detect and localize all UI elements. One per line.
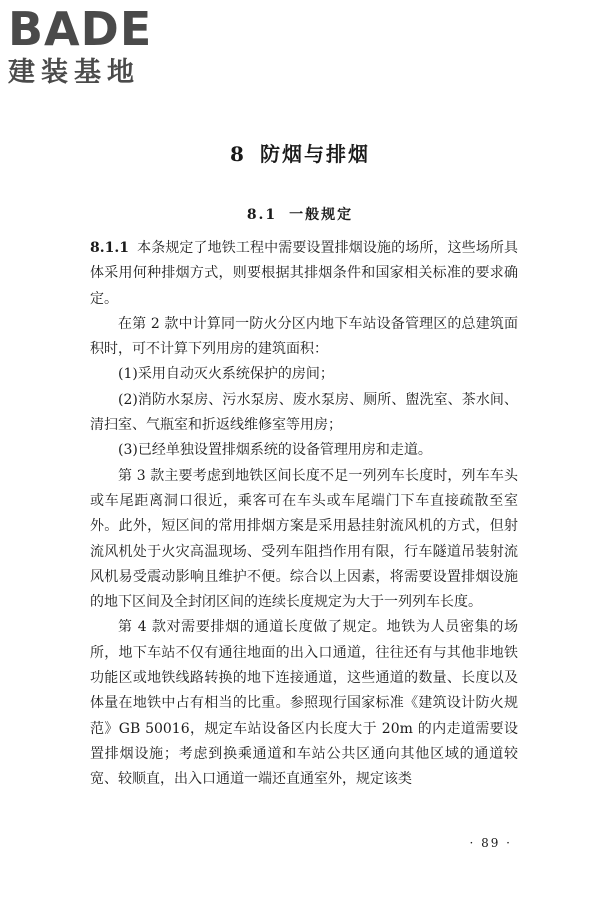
- list-item: (3)已经单独设置排烟系统的设备管理用房和走道。: [118, 442, 432, 459]
- chapter-number: 8: [230, 142, 246, 166]
- chapter-title: 防烟与排烟: [259, 142, 370, 166]
- clause-paragraph: [90, 236, 518, 312]
- clause-text: 本条规定了地铁工程中需要设置排烟设施的场所，这些场所具体采用何种排烟方式，则要根据其排烟条件和国家相关标准的要求确定。: [90, 240, 518, 307]
- page-number: · 89 ·: [469, 836, 512, 850]
- list-item: (2)消防水泵房、污水泵房、废水泵房、厕所、盥洗室、茶水间、清扫室、气瓶室和折返线维修室等用房；: [90, 391, 518, 434]
- chapter-heading: [0, 138, 600, 167]
- list-item: (1)采用自动灭火系统保护的房间；: [118, 366, 334, 383]
- paragraph: 第 3 款主要考虑到地铁区间长度不足一列列车长度时，列车车头或车尾距离洞口很近，乘客可在车头或车尾端门下车直接疏散至室外。此外，短区间的常用排烟方案是采用悬挂射流风机的方式，但射流风机处于火灾高温现场、受列车阻挡作用有限，行车隧道吊装射流风机易受震动影响且维护不便。综合以上因素，将需要设置排烟设施的地下区间及全封闭区间的连续长度规定为大于一列列车长度。: [90, 467, 518, 611]
- paragraph: 在第 2 款中计算同一防火分区内地下车站设备管理区的总建筑面积时，可不计算下列用房的建筑面积：: [90, 315, 518, 358]
- section-heading: [0, 204, 600, 224]
- logo-subtitle: 建装基地: [8, 57, 140, 88]
- paragraph: 第 4 款对需要排烟的通道长度做了规定。地铁为人员密集的场所，地下车站不仅有通往地面的出入口通道，往往还有与其他非地铁功能区或地铁线路转换的地下连接通道，这些通道的数量、长度以及体量在地铁中占有相当的比重。参照现行国家标准《建筑设计防火规范》GB 50016，规定车站设备区内长度大于 20m 的内走道需要设置排烟设施；考虑到换乘通道和车站公共区通向其他区域的通道较宽、较顺直，出入口通道一端还直通室外，规定该类: [90, 619, 518, 788]
- logo-wordmark: BADE: [8, 2, 153, 56]
- publisher-logo: [8, 4, 178, 90]
- section-title: 一般规定: [289, 207, 354, 223]
- body-text: [90, 236, 518, 793]
- clause-number: 8.1.1: [90, 240, 129, 256]
- section-number: 8.1: [246, 207, 278, 223]
